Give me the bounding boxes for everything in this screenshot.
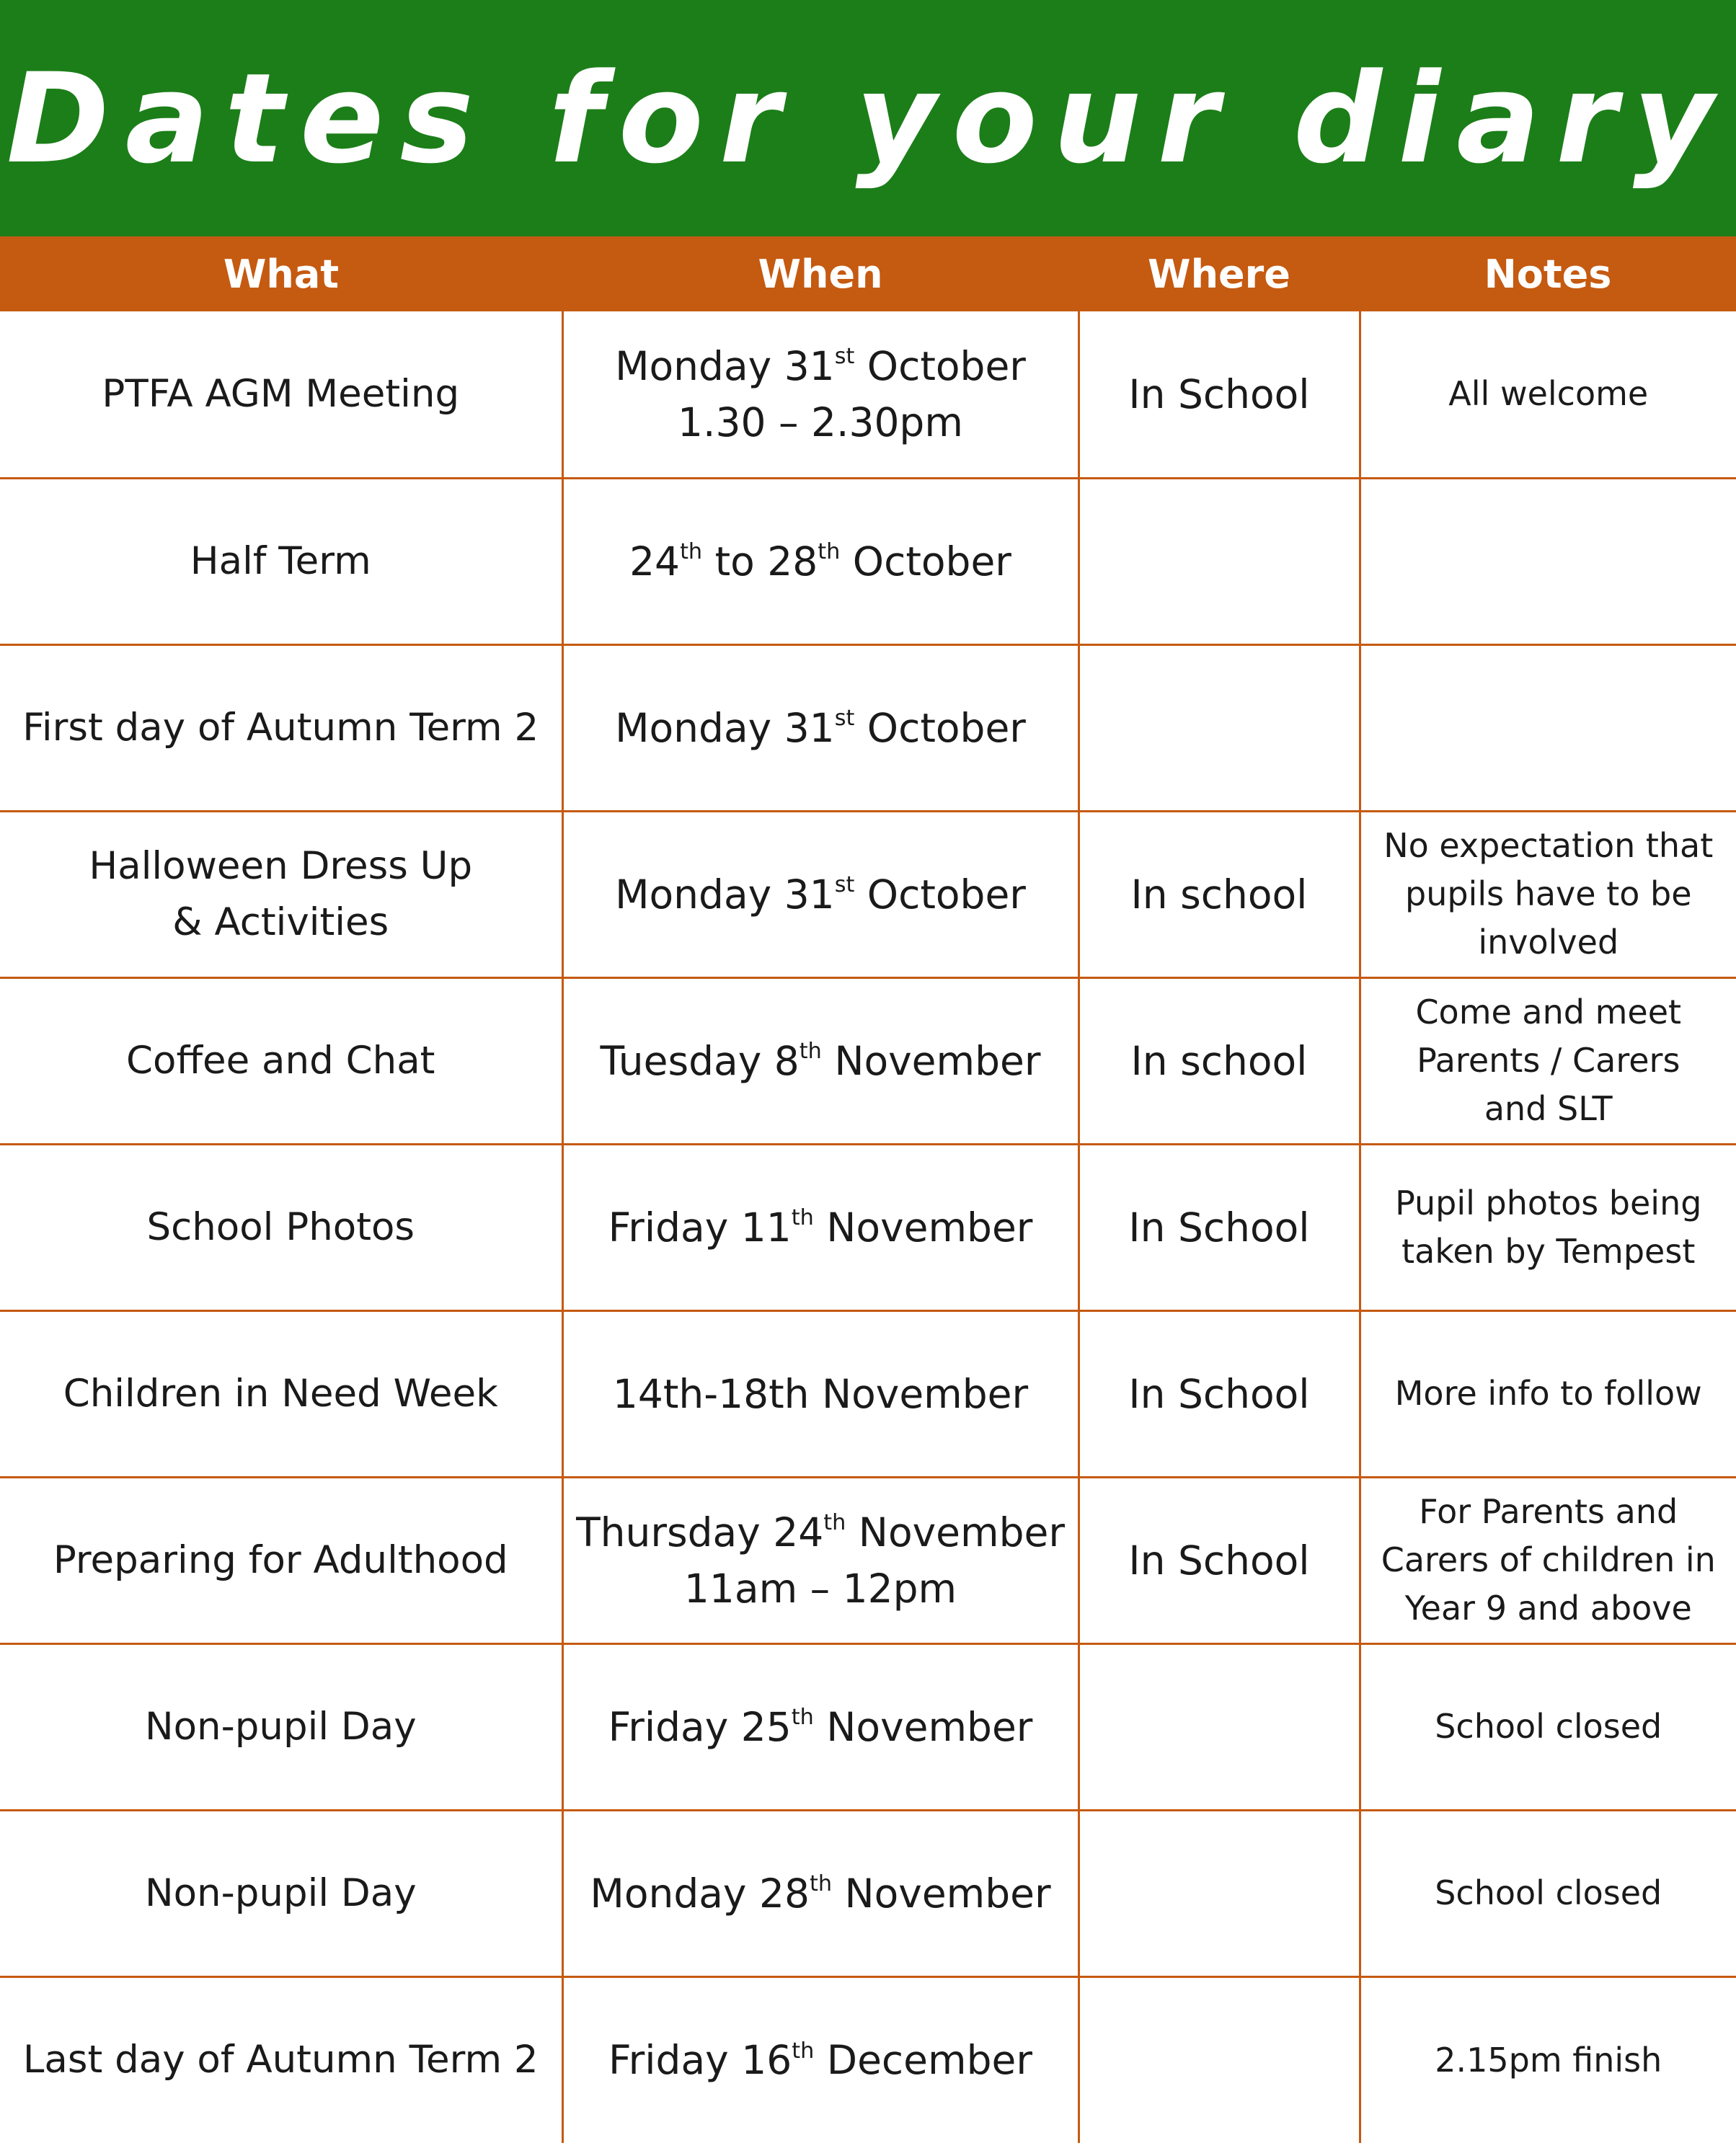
when-text: October [854,342,1026,389]
when-line [574,394,1068,451]
what-line: Children in Need Week [63,1371,498,1416]
ordinal-suffix: th [799,1038,822,1064]
when-line [574,1366,1068,1422]
when-line [574,2032,1068,2088]
what-line: & Activities [172,900,389,944]
when-text: October [854,871,1026,918]
notes-line: Parents / Carers [1417,1041,1680,1080]
table-row [0,644,1736,811]
when-text: Monday 28 [590,1870,810,1917]
notes-line: School closed [1435,1873,1662,1912]
cell-notes [1360,1810,1736,1976]
cell-when [562,1810,1079,1976]
table-row [0,1643,1736,1810]
when-text: November [832,1870,1051,1917]
cell-what [0,1144,562,1310]
cell-where: In school [1079,811,1360,977]
cell-notes [1360,1643,1736,1810]
when-text: Tuesday 8 [600,1037,800,1084]
when-line [574,338,1068,394]
diary-table [0,236,1736,2143]
cell-when [562,311,1079,478]
notes-line: All welcome [1448,374,1649,414]
when-text: November [813,1703,1033,1750]
cell-notes [1360,811,1736,977]
notes-line: and SLT [1484,1089,1613,1128]
cell-notes [1360,1144,1736,1310]
table-row [0,1477,1736,1643]
cell-when [562,1976,1079,2143]
cell-where [1079,1643,1360,1810]
table-row [0,1144,1736,1310]
cell-what [0,1810,562,1976]
when-line [574,1699,1068,1755]
notes-line: Year 9 and above [1404,1589,1692,1628]
when-text: Monday 31 [615,871,835,918]
when-line [574,866,1068,923]
ordinal-suffix: th [791,1704,814,1730]
when-text: 24 [629,538,681,585]
cell-when [562,478,1079,644]
notes-line: 2.15pm finish [1435,2040,1662,2080]
cell-what [0,1477,562,1643]
what-line: Half Term [190,538,371,583]
header-row [0,236,1736,311]
ordinal-suffix: th [680,538,703,564]
notes-line: No expectation that [1383,826,1714,865]
ordinal-suffix: th [791,1204,814,1230]
what-line: First day of Autumn Term 2 [22,705,539,750]
when-line [574,1865,1068,1922]
cell-what [0,311,562,478]
table-row [0,311,1736,478]
cell-notes [1360,1477,1736,1643]
when-text: to 28 [702,538,818,585]
ordinal-suffix: th [823,1509,846,1535]
when-line [574,1199,1068,1256]
cell-notes [1360,644,1736,811]
table-row [0,977,1736,1144]
table-row [0,1310,1736,1477]
ordinal-suffix: st [834,344,855,370]
cell-where [1079,478,1360,644]
when-text: November [821,1037,1041,1084]
cell-what [0,1976,562,2143]
cell-what [0,1643,562,1810]
title-banner [0,0,1736,236]
table-row [0,1810,1736,1976]
when-text: October [854,704,1026,751]
what-line: School Photos [146,1204,415,1249]
cell-what [0,1310,562,1477]
what-line: Non-pupil Day [144,1870,417,1915]
cell-when [562,1310,1079,1477]
table-row [0,811,1736,977]
page-title: Dates for your diary [6,45,1730,191]
cell-what [0,644,562,811]
cell-when [562,1643,1079,1810]
cell-where [1079,644,1360,811]
ordinal-suffix: st [834,871,855,897]
what-line: Last day of Autumn Term 2 [22,2038,539,2082]
when-line [574,1561,1068,1617]
when-text: Monday 31 [615,704,835,751]
cell-where: In School [1079,1477,1360,1643]
cell-where: In School [1079,311,1360,478]
when-text: Friday 11 [608,1204,792,1251]
column-header-notes: Notes [1484,251,1612,297]
column-header-when: When [758,251,883,297]
column-header-where: Where [1148,251,1290,297]
table-row [0,478,1736,644]
when-line [574,700,1068,756]
what-line: PTFA AGM Meeting [102,371,460,416]
when-text: 14th-18th November [612,1370,1029,1417]
cell-what [0,478,562,644]
what-line: Non-pupil Day [144,1704,417,1749]
when-text: Monday 31 [615,342,835,389]
when-text: 1.30 – 2.30pm [678,399,963,445]
ordinal-suffix: st [834,705,855,731]
cell-what [0,811,562,977]
notes-line: Pupil photos being [1395,1183,1702,1222]
cell-when [562,811,1079,977]
what-line: Preparing for Adulthood [53,1537,508,1582]
cell-notes [1360,977,1736,1144]
when-text: Friday 25 [608,1703,792,1750]
when-text: November [846,1509,1065,1555]
cell-when [562,1477,1079,1643]
when-line [574,533,1068,590]
ordinal-suffix: th [792,2038,815,2064]
when-text: 11am – 12pm [683,1565,957,1612]
notes-line: Come and meet [1415,993,1682,1031]
cell-where: In School [1079,1310,1360,1477]
notes-line: involved [1478,923,1619,962]
table-row [0,1976,1736,2143]
cell-when [562,977,1079,1144]
notes-line: More info to follow [1394,1374,1702,1413]
cell-what [0,977,562,1144]
what-line: Halloween Dress Up [89,843,473,888]
ordinal-suffix: th [818,538,841,564]
notes-line: pupils have to be [1405,874,1692,913]
cell-notes [1360,311,1736,478]
when-text: November [813,1204,1033,1251]
what-line: Coffee and Chat [126,1038,435,1083]
cell-notes [1360,478,1736,644]
notes-line: For Parents and [1419,1492,1678,1531]
cell-when [562,644,1079,811]
notes-line: School closed [1435,1707,1662,1746]
when-text: December [814,2037,1032,2084]
cell-where [1079,1976,1360,2143]
when-text: Thursday 24 [576,1509,824,1555]
ordinal-suffix: th [809,1870,833,1896]
when-line [574,1504,1068,1561]
cell-notes [1360,1976,1736,2143]
cell-where: In school [1079,977,1360,1144]
cell-where [1079,1810,1360,1976]
when-text: Friday 16 [608,2037,792,2084]
column-header-what: What [223,251,340,297]
cell-when [562,1144,1079,1310]
when-text: October [840,538,1011,585]
cell-notes [1360,1310,1736,1477]
notes-line: Carers of children in [1381,1540,1716,1579]
notes-line: taken by Tempest [1401,1231,1696,1271]
when-line [574,1033,1068,1089]
cell-where: In School [1079,1144,1360,1310]
